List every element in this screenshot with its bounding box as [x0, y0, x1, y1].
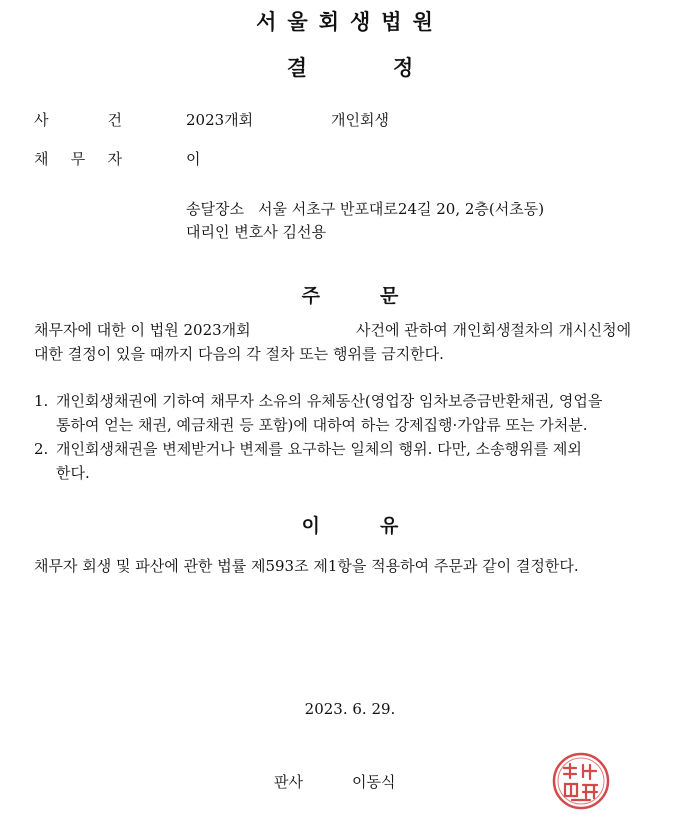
order-intro-line-2: 대한 결정이 있을 때까지 다음의 각 절차 또는 행위를 금지한다. — [34, 345, 444, 363]
order-heading-right: 문 — [380, 285, 399, 307]
decision-date: 2023. 6. 29. — [304, 700, 396, 718]
order-item-number: 1. — [34, 392, 49, 410]
reason-heading — [0, 511, 700, 538]
document-title-right: 정 — [393, 55, 414, 80]
document-title — [0, 52, 700, 82]
debtor-name: 이 — [186, 150, 201, 168]
judge-name: 이동식 — [352, 773, 396, 791]
service-address-label: 송달장소 — [186, 200, 244, 218]
document-title-left: 결 — [286, 55, 307, 80]
case-number: 2023개회 — [186, 111, 254, 129]
service-address-row — [186, 198, 544, 219]
service-address: 서울 서초구 반포대로24길 20, 2층(서초동) — [257, 200, 545, 218]
order-intro-line-1-part-1: 채무자에 대한 이 법원 2023개회 — [34, 321, 251, 339]
order-item-2 — [34, 437, 674, 485]
order-item-number: 2. — [34, 440, 49, 458]
order-intro-line-1-part-2: 사건에 관하여 개인회생절차의 개시신청에 — [356, 321, 632, 339]
case-label: 사 건 — [34, 111, 122, 129]
court-seal-graphic — [552, 752, 610, 810]
order-heading — [0, 281, 700, 308]
order-intro — [34, 318, 674, 366]
order-item-2-line-2: 한다. — [56, 464, 90, 482]
debtor-label: 채 무 자 — [34, 150, 122, 168]
order-heading-left: 주 — [301, 285, 320, 307]
order-intro-line-1 — [34, 318, 674, 342]
court-seal-icon — [552, 752, 610, 810]
court-name: 서울회생법원 — [256, 9, 444, 34]
reason-text: 채무자 회생 및 파산에 관한 법률 제593조 제1항을 적용하여 주문과 같이 결정한다. — [34, 557, 579, 575]
judge-label: 판사 — [274, 773, 303, 791]
reason-heading-left: 이 — [301, 515, 320, 537]
reason-heading-right: 유 — [380, 515, 399, 537]
order-item-2-line-1: 개인회생채권을 변제받거나 변제를 요구하는 일체의 행위. 다만, 소송행위를 제외 — [56, 440, 582, 458]
case-type: 개인회생 — [331, 111, 389, 129]
order-item-1-line-1: 개인회생채권에 기하여 채무자 소유의 유체동산(영업장 임차보증금반환채권, 영업을 — [56, 392, 603, 410]
order-item-1-line-2: 통하여 얻는 채권, 예금채권 등 포함)에 대하여 하는 강제집행·가압류 또는 가처분. — [56, 416, 588, 434]
order-item-1 — [34, 389, 674, 437]
agent: 대리인 변호사 김선용 — [186, 223, 326, 241]
